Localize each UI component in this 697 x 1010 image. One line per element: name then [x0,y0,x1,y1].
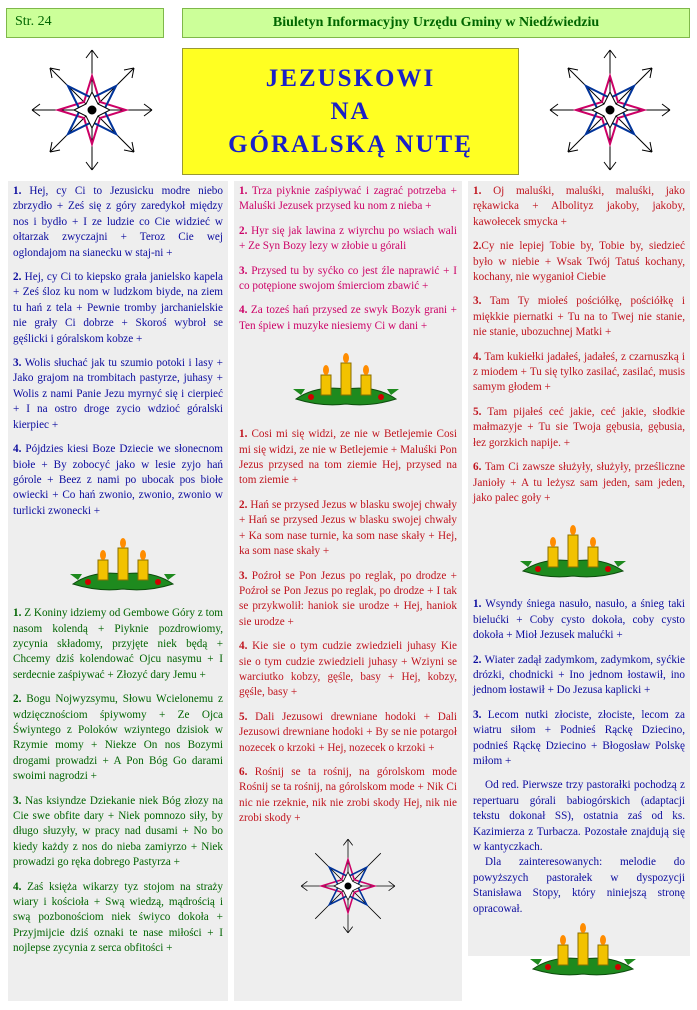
verse-text: Hej, cy Ci to kiepsko grała janielsko kapela + Ześ śloz ku nom w ludzkom biyde, na ziem tu hań z tela + Pewnie tromby jarchanielskie nie grały Ci dobrze + Skoroś wybroł se gęślicki i góralskom kobze + [13,271,223,345]
verse-number: 6. [239,765,248,778]
verse-text: Wolis słuchać jak tu szumio potoki i lasy + Jako grajom na trombitach pastyrze, juhasy + Wolis z nami Panie Jezu myrnyć się i cierpieć + I na ostro droge zycio wdzioć góralski kierpiec + [13,357,223,431]
verse-text: Przysed tu by syćko co jest źle naprawić + I co potępione swojom śmierciom zbawić + [239,264,457,293]
verse [13,184,223,261]
title-line-1: JEZUSKOWI [265,65,436,92]
verse-text: Tam kukiełki jadałeś, jadałeś, z czarnuszką i z miodem + Tu się tylko zasilać, zasilać, musis samym głodem + [473,350,685,394]
verse-number: 3. [239,264,248,277]
verse-text: Lecom nutki złociste, złociste, lecom za wiatru siłom + Podnieś Rąckę Dziecino, podnieś Rąckę Dziecino + Błogosław Polskę miłom + [473,708,685,767]
verse [473,239,685,285]
column-1 [8,181,228,1001]
verse [239,710,457,756]
verse-number: 1. [13,607,22,620]
verse-text: Zaś księża wikarzy tyz stojom na straży wiary i kościoła + Swą wiedzą, mądrością i swą pozbonościom niek świyco dokoła + Przyjmijcie dziś oznaki te nase miłości + I nojlepse zycynia z serca obfitości + [13,880,223,955]
verse [13,794,223,871]
verse-text: Pójdzies kiesi Boze Dziecie we słonecnom biołe + By zobocyć jako w lesie zyjo hań górole + Beez z nami po ubocak pos biołe owiecki + Co hań zwonio, zwonio, zwonio w turlicki zwonecki + [13,443,223,517]
candles-wreath-icon [473,917,685,975]
verse [239,224,457,255]
verse-number: 1. [473,598,482,611]
verse [239,303,457,334]
verse-text: Wsyndy śniega nasuło, nasuło, a śnieg taki bielućki + Coby cysto dokoła, coby cysto dokoła + Mioł Jezusek malućki + [473,598,685,642]
verse-text: Oj maluśki, maluśki, maluśki, jako rękawicka + Albolityz jakoby, jakoby, kawołecek smycka + [473,185,685,228]
bulletin-header [182,8,690,38]
verse [473,708,685,770]
verse-number: 3. [473,708,482,721]
verse [239,498,457,560]
page-number: Str. 24 [15,14,52,29]
verse-text: Wiater zadął zadymkom, zadymkom, syćkie drózki, chodnicki + Ino jednom łostawił, ino jednom łostawił + Do Jezusa kaplicki + [473,653,685,697]
article-title [182,48,519,175]
column-2 [234,181,462,1001]
verse-number: 3. [473,295,482,308]
song-2 [473,597,685,769]
verse [473,405,685,451]
verse [239,184,457,215]
song-1 [13,184,223,519]
verse-text: Rośnij se ta rośnij, na górolskom mode Rośnij se ta rośnij, na górolskom mode + Nik Ci nic nie rzeknie, nik nie zrobi skody Hej, nik nie zrobi skody + [239,765,457,825]
star-ornament-icon [293,836,403,936]
verse [473,597,685,643]
verse-number: 4. [13,880,22,893]
verse-number: 1. [239,428,248,441]
verse-number: 1. [13,185,22,197]
verse-number: 2. [13,271,22,284]
verse-number: 3. [13,357,22,370]
verse-text: Za toześ hań przysed ze swyk Bozyk grani + Ten śpiew i muzyke niesiemy Ci w dani + [239,304,457,332]
verse-number: 2. [473,653,482,666]
verse [239,569,457,631]
verse-text: Trza piyknie zaśpiywać i zagrać potrzeba + Maluśki Jezusek przysed ku nom z nieba + [239,185,457,213]
verse [239,765,457,827]
note-paragraph: Dla zainteresowanych: melodie do powyższych pastorałek w dyspozycji Stanisława Stopy, który niniejszą stronę opracował. [473,856,685,915]
candles-wreath-icon [239,343,457,427]
verse [239,427,457,489]
verse-text: Tam Ci zawsze służyły, służyły, prześliczne Janioły + A tu leżysz sam jeden, sam jeden, jako palec goły + [473,461,685,504]
verse-number: 2. [13,693,22,706]
column-3 [468,181,690,956]
verse [13,606,223,683]
verse-number: 3. [239,569,248,582]
verse [13,442,223,519]
verse-text: Nas ksiyndze Dziekanie niek Bóg złozy na Cie swe obfite dary + Niek pomnozo siły, by długo słuzyły, w pracy nad dusami + No bo kiedy każdy z nos do nieba zamiyrzo + Niek prowadzi go ręka dobrego Pastyrza + [13,794,223,869]
title-line-3: GÓRALSKĄ NUTĘ [228,131,473,158]
verse-number: 1. [239,185,248,197]
page-number-box [6,8,164,38]
verse [473,184,685,230]
title-line-2: NA [330,98,371,125]
verse-number: 5. [239,710,248,723]
verse [239,264,457,295]
verse-number: 2. [473,240,482,253]
verse [13,692,223,784]
verse-text: Poźroł se Pon Jezus po reglak, po drodze + Poźroł se Pon Jezus po reglak, po drodze + I tak se przykwolił: haniok sie urodze + Hej, haniok sie urodze + [239,569,457,628]
verse [13,356,223,433]
candles-wreath-icon [473,515,685,597]
song-2 [13,606,223,957]
verse-number: 4. [13,443,22,456]
editorial-note [473,778,685,917]
bulletin-title: Biuletyn Informacyjny Urzędu Gminy w Niedźwiedziu [272,15,600,30]
verse [239,639,457,701]
verse-number: 2. [239,498,248,511]
song-1 [473,184,685,506]
verse-number: 6. [473,461,482,474]
verse [473,653,685,699]
verse-text: Bogu Nojwyzsymu, Słowu Wcielonemu z wdzięcznościom śpiywomy + Ze Ojca Świyntego z Poloków wziyntego dzisiok w Rzymie momy + Niekze On nos Bozymi drogami prowadzi + A Pon Bóg Go darami swoimi nagrodzi + [13,693,223,783]
verse-text: Kie sie o tym cudzie zwiedzieli juhasy Kie sie o tym cudzie zwiedzieli juhasy + Wziyni se warciutko kobzy, gęśle, basy + Hej, kobzy, gęśle, basy + [239,640,457,699]
verse [473,460,685,506]
verse-number: 3. [13,794,22,807]
verse-text: Dali Jezusowi drewniane hodoki + Dali Jezusowi drewniane hodoki + By se nie potargoł nozecek o krzoki + Hej, nozecek o krzoki + [239,710,457,754]
verse-number: 2. [239,224,248,237]
verse-number: 1. [473,185,482,197]
star-ornament-icon [22,46,162,174]
verse-number: 4. [473,350,482,363]
verse-text: Hań se przysed Jezus w blasku swojej chwały + Hań se przysed Jezus w blasku swojej chwały + Ka som nase turnie, ka som nase skały + Hej, ka som nase skały + [239,498,457,558]
verse [13,880,223,957]
verse-text: Tam pijałeś ceć jakie, ceć jakie, słodkie małmazyje + Tu sie Twoja gębusia, gębusia, łez gorzkich napije. + [473,405,685,449]
verse-text: Hej, cy Ci to Jezusicku modre niebo zbrzydło + Ześ się z góry zaredykoł między nos i bydło + I ze ludzie co Cie widzieć w ołtarzak zwyczajni + Teroz Cie wej oglondajom na sianecku w staj-ni + [13,185,223,259]
candles-wreath-icon [13,528,223,606]
verse [473,350,685,396]
verse-number: 5. [473,405,482,418]
song-1 [239,184,457,334]
verse-text: Cosi mi się widzi, ze nie w Betlejemie Cosi mi się widzi, ze nie w Betlejemie + Maluśki Pon Jezus przysed na tom ziemie Hej, przysed na tom ziemie + [239,428,457,487]
verse-text: Cy nie lepiej Tobie by, Tobie by, siedzieć było w niebie + Wsak Twój Tatuś kochany, kochany, nie wyganioł Ciebie [473,240,685,284]
verse-text: Z Koniny idziemy od Gembowe Góry z tom nasom kolendą + Piyknie pozdrowiomy, zycynia składomy, przyjęte niek będą + Chcemy dziś kolendować Ojcu nasymu + I serdecnie zaśpiywać + Złozyć dary Jemu + [13,607,223,681]
verse-text: Tam Ty miołeś pościółkę, pościółkę i miękkie piernatki + Tu na to Twej nie stanie, nie stanie, ubozuchnej Matki + [473,295,685,339]
song-2 [239,427,457,826]
star-ornament-icon [540,46,680,174]
verse [13,270,223,347]
verse [473,294,685,340]
verse-number: 4. [239,640,248,653]
verse-number: 4. [239,304,248,317]
note-paragraph: Od red. Pierwsze trzy pastorałki pochodzą z repertuaru górali babiogórskich (adaptacji tekstu dokonał SS), ostatnia zaś od ks. Kazimierza z Turbacza. Pozostałe znajdują się w kantyczkach. [473,779,685,853]
verse-text: Hyr się jak lawina z wiyrchu po wsiach wali + Ze Syn Bozy lezy w złobie u górali [239,224,457,253]
